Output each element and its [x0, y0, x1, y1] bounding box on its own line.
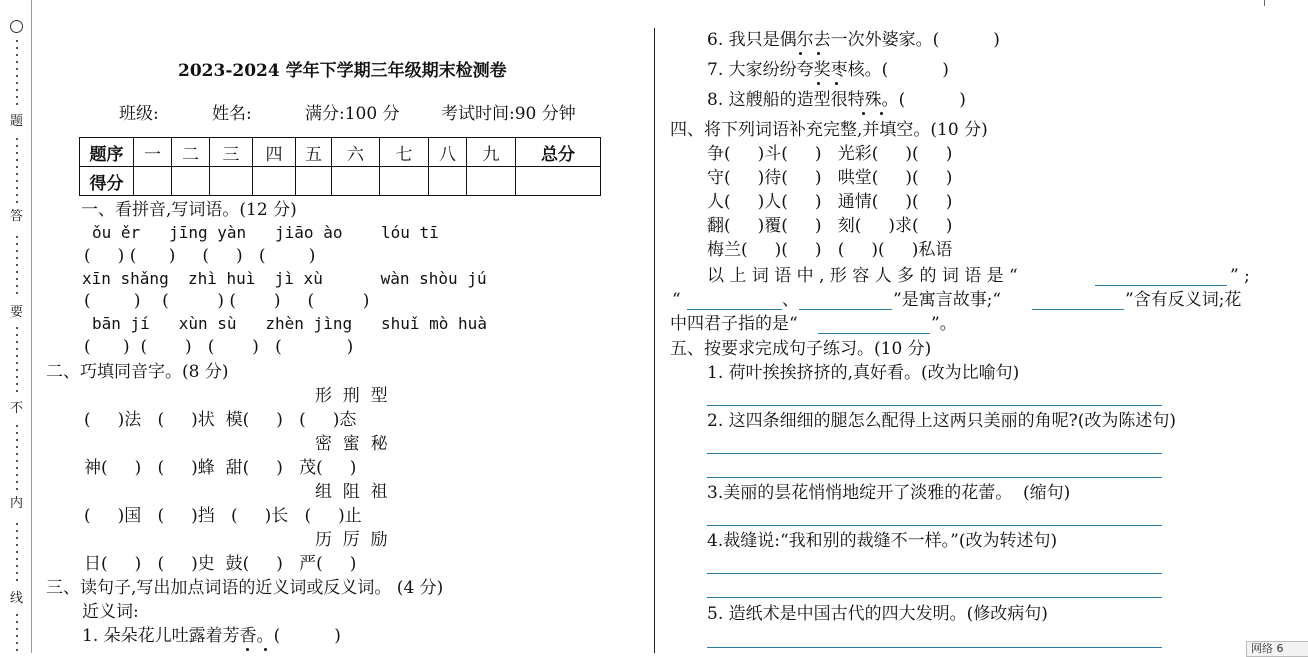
- section3-question-8: 8. 这艘船的造型很特殊。( ): [707, 90, 966, 110]
- page-corner-mark: [1264, 0, 1265, 6]
- table-header-cell: 九: [467, 138, 516, 167]
- margin-dot: [16, 460, 18, 462]
- section4-fill-text-a: 以 上 词 语 中 , 形 容 人 多 的 词 语 是 “: [707, 266, 1018, 286]
- section3-question-1: 1. 朵朵花儿吐露着芳香。( ): [82, 626, 341, 646]
- margin-dot: [16, 544, 18, 546]
- margin-dot: [16, 264, 18, 266]
- score-cell[interactable]: [429, 167, 467, 196]
- margin-dot: [16, 474, 18, 476]
- margin-dot: [16, 82, 18, 84]
- margin-dot: [16, 187, 18, 189]
- margin-dot: [16, 579, 18, 581]
- margin-dot: [16, 201, 18, 203]
- margin-dot: [16, 523, 18, 525]
- answer-line[interactable]: [707, 573, 1162, 574]
- margin-dot: [16, 250, 18, 252]
- margin-dot: [16, 530, 18, 532]
- margin-dot: [16, 383, 18, 385]
- margin-dot: [16, 369, 18, 371]
- margin-line: [31, 0, 32, 653]
- table-header-cell: 题序: [80, 138, 134, 167]
- section4-row-3: 人( )人( ) 通情( )( ): [707, 192, 953, 212]
- section2-line-1: ( )法 ( )状 模( ) ( )态: [84, 410, 357, 430]
- answer-line[interactable]: [1032, 309, 1124, 310]
- section2-line-2: 神( ) ( )蜂 甜( ) 茂( ): [84, 458, 357, 478]
- margin-dot: [16, 152, 18, 154]
- margin-dot: [16, 257, 18, 259]
- table-header-cell: 二: [172, 138, 210, 167]
- margin-mark-2: 答: [10, 209, 24, 224]
- section1-pinyin-row1: ǒu ěr jīng yàn jiāo ào lóu tī: [92, 223, 439, 242]
- answer-line[interactable]: [707, 597, 1162, 598]
- score-cell[interactable]: [134, 167, 172, 196]
- margin-dot: [16, 271, 18, 273]
- section4-fill-text-e: ”是寓言故事;“: [893, 290, 1002, 310]
- emphasis-dot: [799, 52, 802, 55]
- section5-question-5: 5. 造纸术是中国古代的四大发明。(修改病句): [707, 604, 1048, 624]
- section4-fill-text-d: 、: [782, 290, 799, 310]
- emphasis-dot: [817, 52, 820, 55]
- section3-subheading: 近义词:: [82, 602, 139, 622]
- margin-dot: [16, 138, 18, 140]
- score-cell[interactable]: [380, 167, 429, 196]
- emphasis-dot: [835, 82, 838, 85]
- table-header-cell: 七: [380, 138, 429, 167]
- section1-pinyin-row2: xīn shǎng zhì huì jì xù wàn shòu jú: [82, 269, 487, 288]
- table-header-cell: 四: [253, 138, 296, 167]
- margin-dot: [16, 236, 18, 238]
- score-table-header-row: [80, 138, 601, 167]
- score-cell[interactable]: [516, 167, 601, 196]
- margin-mark-5: 内: [10, 496, 24, 511]
- margin-dot: [16, 292, 18, 294]
- answer-line[interactable]: [707, 453, 1162, 454]
- emphasis-dot: [817, 82, 820, 85]
- margin-dot: [16, 649, 18, 651]
- class-label: 班级:: [119, 104, 159, 124]
- section2-chars-2: 密 蜜 秘: [315, 434, 388, 454]
- section2-chars-3: 组 阻 祖: [315, 482, 388, 502]
- section2-chars-1: 形 刑 型: [315, 386, 388, 406]
- status-word-count[interactable]: 网络 6: [1246, 641, 1308, 657]
- margin-dot: [16, 89, 18, 91]
- score-cell[interactable]: [253, 167, 296, 196]
- section1-blanks-row2: ( ) ( ) ( ) ( ): [84, 291, 370, 311]
- section4-heading: 四、将下列词语补充完整,并填空。(10 分): [670, 120, 988, 140]
- margin-dot: [16, 40, 18, 42]
- margin-mark-1: 题: [10, 114, 24, 129]
- answer-line[interactable]: [818, 333, 930, 334]
- section3-question-6: 6. 我只是偶尔去一次外婆家。( ): [707, 30, 1000, 50]
- margin-mark-6: 线: [10, 591, 24, 606]
- section4-fill-text-g: 中四君子指的是“: [670, 314, 798, 334]
- circle-icon: [10, 20, 23, 33]
- section4-fill-text-f: ”含有反义词;花: [1125, 290, 1242, 310]
- section4-fill-text-b: ” ;: [1230, 266, 1250, 286]
- section2-line-4: 日( ) ( )史 鼓( ) 严( ): [84, 554, 357, 574]
- margin-dot: [16, 467, 18, 469]
- margin-dot: [16, 642, 18, 644]
- score-cell[interactable]: [332, 167, 380, 196]
- column-divider: [654, 28, 655, 653]
- margin-dot: [16, 194, 18, 196]
- score-cell[interactable]: [210, 167, 253, 196]
- answer-line[interactable]: [687, 309, 782, 310]
- margin-dot: [16, 348, 18, 350]
- section4-fill-text-h: ”。: [931, 314, 957, 334]
- section5-heading: 五、按要求完成句子练习。(10 分): [670, 339, 932, 359]
- margin-mark-3: 要: [10, 305, 24, 320]
- margin-mark-4: 不: [10, 401, 24, 416]
- margin-dot: [16, 537, 18, 539]
- margin-dot: [16, 614, 18, 616]
- answer-line[interactable]: [799, 309, 892, 310]
- section2-line-3: ( )国 ( )挡 ( )长 ( )止: [84, 506, 362, 526]
- table-header-cell: 总分: [516, 138, 601, 167]
- margin-dot: [16, 376, 18, 378]
- margin-dot: [16, 628, 18, 630]
- margin-dot: [16, 75, 18, 77]
- page-title: 2023-2024 学年下学期三年级期末检测卷: [178, 61, 507, 81]
- margin-dot: [16, 425, 18, 427]
- exam-time-label: 考试时间:90 分钟: [441, 104, 576, 124]
- section3-heading: 三、读句子,写出加点词语的近义词或反义词。 (4 分): [46, 578, 444, 598]
- table-header-cell: 八: [429, 138, 467, 167]
- emphasis-dot: [264, 648, 267, 651]
- margin-dot: [16, 243, 18, 245]
- margin-dot: [16, 68, 18, 70]
- section4-row-1: 争( )斗( ) 光彩( )( ): [707, 144, 953, 164]
- section3-question-7: 7. 大家纷纷夸奖枣核。( ): [707, 60, 949, 80]
- answer-line[interactable]: [707, 477, 1162, 478]
- answer-line[interactable]: [707, 647, 1162, 648]
- margin-dot: [16, 166, 18, 168]
- score-cell[interactable]: [296, 167, 332, 196]
- score-table: [79, 137, 601, 196]
- margin-dot: [16, 355, 18, 357]
- margin-dot: [16, 47, 18, 49]
- table-header-cell: 三: [210, 138, 253, 167]
- score-table-score-row: [80, 167, 601, 196]
- margin-dot: [16, 103, 18, 105]
- margin-dot: [16, 180, 18, 182]
- margin-dot: [16, 145, 18, 147]
- score-cell[interactable]: [467, 167, 516, 196]
- section5-question-2: 2. 这四条细细的腿怎么配得上这两只美丽的角呢?(改为陈述句): [707, 411, 1177, 431]
- margin-dot: [16, 278, 18, 280]
- section1-blanks-row1: ( ) ( ) ( ) ( ): [84, 246, 316, 266]
- emphasis-dot: [246, 648, 249, 651]
- emphasis-dot: [880, 112, 883, 115]
- margin-dot: [16, 285, 18, 287]
- table-header-cell: 五: [296, 138, 332, 167]
- margin-dot: [16, 334, 18, 336]
- answer-line[interactable]: [707, 405, 1162, 406]
- margin-dot: [16, 551, 18, 553]
- margin-dot: [16, 453, 18, 455]
- margin-dot: [16, 362, 18, 364]
- margin-dot: [16, 327, 18, 329]
- margin-dot: [16, 341, 18, 343]
- margin-dot: [16, 572, 18, 574]
- margin-dot: [16, 558, 18, 560]
- name-label: 姓名:: [212, 104, 252, 124]
- margin-dot: [16, 61, 18, 63]
- section2-heading: 二、巧填同音字。(8 分): [46, 362, 229, 382]
- answer-line[interactable]: [1095, 285, 1227, 286]
- margin-dot: [16, 481, 18, 483]
- margin-dot: [16, 432, 18, 434]
- margin-dot: [16, 621, 18, 623]
- margin-dot: [16, 565, 18, 567]
- table-header-cell: 六: [332, 138, 380, 167]
- margin-dot: [16, 390, 18, 392]
- section4-row-2: 守( )待( ) 哄堂( )( ): [707, 168, 953, 188]
- emphasis-dot: [862, 112, 865, 115]
- section5-question-3: 3.美丽的昙花悄悄地绽开了淡雅的花蕾。 (缩句): [707, 483, 1071, 503]
- margin-dot: [16, 635, 18, 637]
- section5-question-1: 1. 荷叶挨挨挤挤的,真好看。(改为比喻句): [707, 363, 1020, 383]
- margin-dot: [16, 54, 18, 56]
- table-header-cell: 一: [134, 138, 172, 167]
- section5-question-4: 4.裁缝说:“我和别的裁缝不一样。”(改为转述句): [707, 531, 1058, 551]
- margin-dot: [16, 96, 18, 98]
- section4-row-5: 梅兰( )( ) ( )( )私语: [707, 240, 953, 260]
- margin-dot: [16, 488, 18, 490]
- section1-blanks-row3: ( ) ( ) ( ) ( ): [84, 337, 354, 357]
- margin-dot: [16, 173, 18, 175]
- score-cell[interactable]: [172, 167, 210, 196]
- answer-line[interactable]: [707, 525, 1162, 526]
- margin-dot: [16, 446, 18, 448]
- section4-row-4: 翻( )覆( ) 刻( )求( ): [707, 216, 953, 236]
- section1-heading: 一、看拼音,写词语。(12 分): [81, 200, 297, 220]
- table-row-label: 得分: [80, 167, 134, 196]
- full-score-label: 满分:100 分: [305, 104, 400, 124]
- margin-dot: [16, 159, 18, 161]
- section4-fill-text-c: “: [672, 290, 681, 310]
- section1-pinyin-row3: bān jí xùn sù zhèn jìng shuǐ mò huà: [92, 314, 487, 333]
- binding-margin: [0, 0, 30, 653]
- section2-chars-4: 历 厉 励: [315, 530, 388, 550]
- margin-dot: [16, 439, 18, 441]
